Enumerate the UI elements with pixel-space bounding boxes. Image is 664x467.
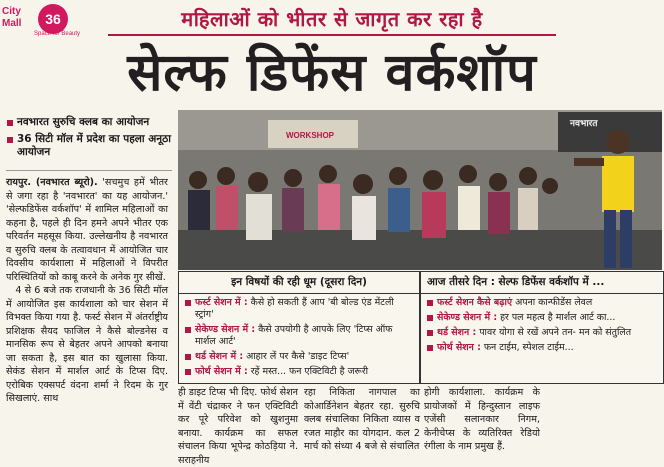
article-column: होगी कार्यशाला. कार्यक्रम के प्रायोजकों में हिन्दुस्तान लाइफ एजेंसी सलानकार निगम, केनीचेप्स के व्यतिरिक्त रेडियो रंगीला के नाम प्रमुख हैं. xyxy=(424,387,540,452)
session-label: थर्ड सेशन : xyxy=(437,327,477,338)
box-title: इन विषयों की रही धूम (दूसरा दिन) xyxy=(179,272,419,294)
session-text: पावर योगा से रखें अपने तन- मन को संतुलित xyxy=(479,327,632,338)
article-column: रहा निकिता नागपाल का कोआर्डिनेशन बेहतर रहा. सुरुचि क्लब संचालिका निकिता व्यास व रजत माहौर का योगदान. कल 2 मार्च को संध्या 4 बजे से संचालित xyxy=(304,387,420,452)
session-text: कैसे उपयोगी है आपके लिए 'टिप्स ऑफ मार्शल आर्ट' xyxy=(195,324,393,347)
article-paragraph: 'सचमुच हमें भीतर से जगा रहा है 'नवभारत' का यह आयोजन.' 'सेल्फडिफेंस वर्कशॉप' में शामिल महिलाओं का कहना है, पहले ही दिन हमने अपने भीतर एक परिवर्तन महसूस किया. उल्लेखनीय है नवभारत व सुरुचि क्लब के तत्वावधान में आयोजित चार दिवसीय कार्यशाला में महिलाओं ने विपरीत परिस्थितियों को काबू करने के अनेक गुर सीखें. xyxy=(6,177,168,283)
article-body xyxy=(6,176,168,448)
city-mall-logo xyxy=(2,4,81,37)
logo-number: 36 xyxy=(38,4,68,34)
dateline: रायपुर. (नवभारत ब्यूरो). xyxy=(6,177,98,188)
photo-banner-workshop: WORKSHOP xyxy=(286,131,334,140)
session-item xyxy=(421,342,663,354)
logo-mall-text: Mall xyxy=(2,18,22,29)
session-text: कैसे हो सकती हैं आप 'बी बोल्ड एंड मेंटली स्ट्रांग' xyxy=(195,297,394,320)
session-item xyxy=(179,366,419,378)
session-text: हर पल महत्व है मार्शल आर्ट का... xyxy=(500,312,616,323)
session-item xyxy=(421,312,663,324)
session-label: सेकेण्ड सेशन में : xyxy=(195,324,256,335)
session-item xyxy=(421,297,663,309)
workshop-photo xyxy=(178,110,662,270)
logo-tagline: Space for Beauty xyxy=(34,31,81,37)
session-text: आहार लें पर कैसे 'डाइट टिप्स' xyxy=(246,351,350,362)
bullet-item: 36 सिटी मॉल में प्रदेश का पहला अनूठा आयोजन xyxy=(6,133,172,159)
article-column xyxy=(544,386,662,448)
session-label: फर्स्ट सेशन में : xyxy=(195,297,248,308)
session-item xyxy=(179,324,419,348)
divider xyxy=(6,170,172,171)
logo-city-text: City xyxy=(2,6,21,17)
kicker-underline xyxy=(108,34,556,36)
session-item xyxy=(179,297,419,321)
bullet-item: नवभारत सुरुचि क्लब का आयोजन xyxy=(6,116,172,129)
session-item xyxy=(421,327,663,339)
session-label: फोर्थ सेशन में : xyxy=(195,366,248,377)
box-title: आज तीसरे दिन : सेल्फ डिफेंस वर्कशॉप में ... xyxy=(421,272,663,294)
session-label: थर्ड सेशन में : xyxy=(195,351,244,362)
day-three-topics-box xyxy=(420,271,664,384)
session-item xyxy=(179,351,419,363)
kicker-headline: महिलाओं को भीतर से जागृत कर रहा है xyxy=(181,7,483,31)
day-two-topics-box xyxy=(178,271,420,384)
session-text: अपना कान्फीडेंस लेवल xyxy=(515,297,593,308)
session-text: फन टाईम, स्पेशल टाईम... xyxy=(483,342,574,353)
main-headline: सेल्फ डिफेंस वर्कशॉप xyxy=(127,43,537,103)
highlight-bullets xyxy=(6,116,172,163)
session-label: फोर्थ सेशन : xyxy=(437,342,481,353)
session-label: फर्स्ट सेशन कैसे बढ़ाएं xyxy=(437,297,513,308)
workshop-photo-illustration xyxy=(178,110,662,270)
photo-banner-text: नवभारत xyxy=(570,118,598,128)
session-label: सेकेण्ड सेशन में : xyxy=(437,312,498,323)
session-text: रहें मस्त... फन एक्टिविटी है जरूरी xyxy=(250,366,369,377)
article-paragraph: 4 से 6 बजे तक राजधानी के 36 सिटी मॉल में आयोजित इस कार्यशाला को चार सेशन में विभक्त किया गया है. फर्स्ट सेशन में अंतर्राष्ट्रीय प्रशिक्षक सैयद फाजिल ने कैसे बोल्डनेस व मानसिक रूप से बेहतर अपने आपको बनाया जा सकता है, इस बात का खुलासा किया. सेकंड सेशन में मार्शल आर्ट के टिप्स दिए. एरोबिक एक्सपर्ट वंदना शर्मा ने रिदम के गुर सिखलाएं. साथ xyxy=(6,285,168,404)
article-column: ही डाइट टिप्स भी दिए. फोर्थ सेशन में वेंटी चंद्राकर ने फन एक्टिविटी कर पूरे परिवेश को खुशनुमा बनाया. कार्यक्रम का सफल संचालन किया भूपेन्द्र कोठड़िया ने. सराहनीय xyxy=(178,387,298,466)
